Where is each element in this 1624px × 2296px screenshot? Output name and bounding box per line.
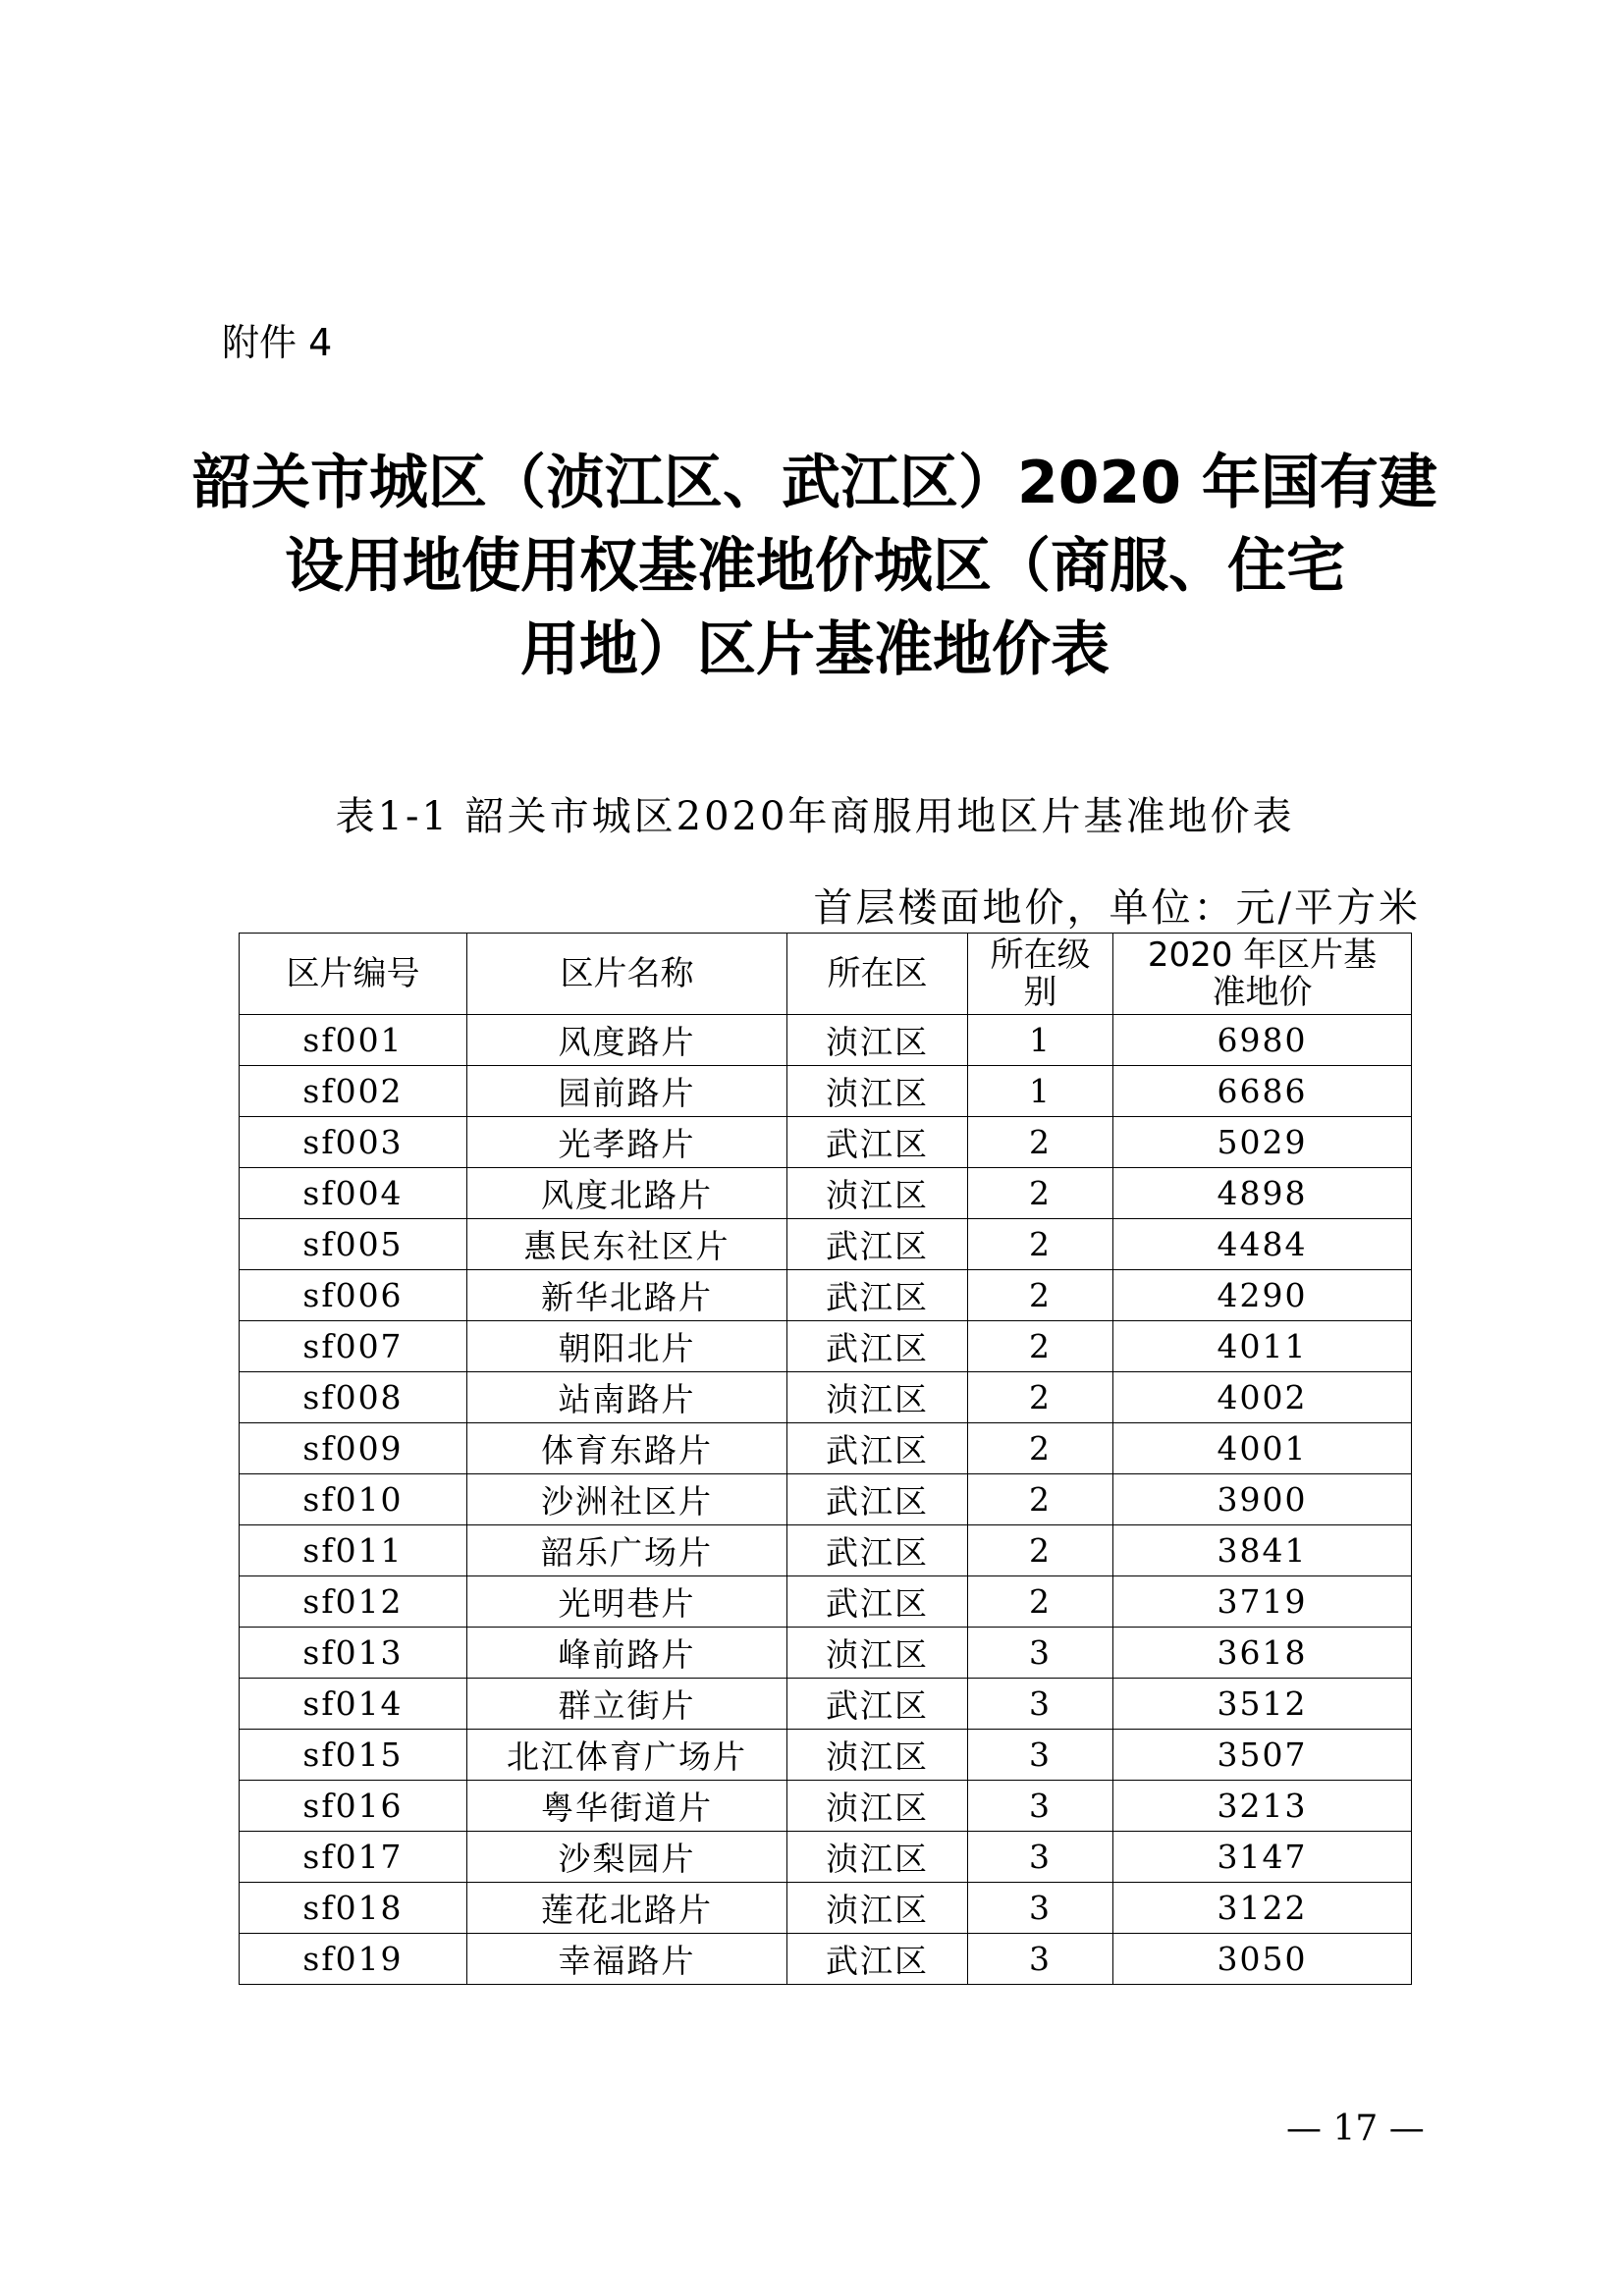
table-row	[240, 1066, 1412, 1117]
cell-code: sf015	[240, 1730, 467, 1781]
table-row	[240, 1321, 1412, 1372]
cell-level: 2	[968, 1321, 1113, 1372]
cell-price: 3507	[1113, 1730, 1412, 1781]
table-row	[240, 1270, 1412, 1321]
cell-level: 3	[968, 1781, 1113, 1832]
cell-level: 2	[968, 1525, 1113, 1576]
cell-name: 光孝路片	[467, 1117, 787, 1168]
cell-code: sf012	[240, 1576, 467, 1628]
table-row	[240, 1372, 1412, 1423]
document-title	[157, 442, 1473, 692]
header-name: 区片名称	[467, 934, 787, 1015]
table-row	[240, 1423, 1412, 1474]
cell-district: 浈江区	[787, 1730, 968, 1781]
table-row	[240, 1883, 1412, 1934]
cell-district: 武江区	[787, 1270, 968, 1321]
cell-district: 浈江区	[787, 1372, 968, 1423]
table-caption: 表1-1 韶关市城区2020年商服用地区片基准地价表	[335, 794, 1295, 839]
cell-name: 惠民东社区片	[467, 1219, 787, 1270]
table-header-row	[240, 934, 1412, 1015]
cell-district: 浈江区	[787, 1066, 968, 1117]
cell-name: 群立街片	[467, 1679, 787, 1730]
title-line: 用地）区片基准地价表	[520, 615, 1110, 684]
cell-district: 武江区	[787, 1934, 968, 1985]
cell-level: 3	[968, 1883, 1113, 1934]
header-price	[1113, 934, 1412, 1015]
cell-code: sf008	[240, 1372, 467, 1423]
cell-code: sf003	[240, 1117, 467, 1168]
cell-code: sf001	[240, 1015, 467, 1066]
cell-district: 武江区	[787, 1525, 968, 1576]
cell-price: 3122	[1113, 1883, 1412, 1934]
cell-level: 3	[968, 1832, 1113, 1883]
table-row	[240, 1576, 1412, 1628]
cell-code: sf013	[240, 1628, 467, 1679]
cell-level: 2	[968, 1270, 1113, 1321]
cell-price: 6980	[1113, 1015, 1412, 1066]
cell-name: 光明巷片	[467, 1576, 787, 1628]
cell-level: 2	[968, 1423, 1113, 1474]
cell-level: 3	[968, 1730, 1113, 1781]
cell-price: 4011	[1113, 1321, 1412, 1372]
header-code: 区片编号	[240, 934, 467, 1015]
table-row	[240, 1628, 1412, 1679]
cell-district: 浈江区	[787, 1781, 968, 1832]
cell-level: 2	[968, 1219, 1113, 1270]
cell-district: 武江区	[787, 1219, 968, 1270]
table-row	[240, 1015, 1412, 1066]
cell-level: 1	[968, 1066, 1113, 1117]
cell-code: sf009	[240, 1423, 467, 1474]
header-price-line2: 准地价	[1212, 973, 1313, 1012]
attachment-label: 附件 4	[222, 321, 333, 364]
cell-name: 幸福路片	[467, 1934, 787, 1985]
cell-district: 武江区	[787, 1474, 968, 1525]
cell-district: 浈江区	[787, 1015, 968, 1066]
cell-district: 浈江区	[787, 1832, 968, 1883]
cell-district: 武江区	[787, 1576, 968, 1628]
cell-price: 4898	[1113, 1168, 1412, 1219]
cell-code: sf005	[240, 1219, 467, 1270]
cell-code: sf011	[240, 1525, 467, 1576]
cell-price: 3147	[1113, 1832, 1412, 1883]
header-level	[968, 934, 1113, 1015]
cell-code: sf019	[240, 1934, 467, 1985]
cell-price: 6686	[1113, 1066, 1412, 1117]
cell-name: 朝阳北片	[467, 1321, 787, 1372]
title-line: 韶关市城区（浈江区、武江区）2020 年国有建	[192, 449, 1437, 517]
cell-district: 武江区	[787, 1679, 968, 1730]
cell-level: 3	[968, 1679, 1113, 1730]
cell-name: 风度北路片	[467, 1168, 787, 1219]
cell-code: sf010	[240, 1474, 467, 1525]
cell-level: 2	[968, 1168, 1113, 1219]
cell-name: 韶乐广场片	[467, 1525, 787, 1576]
cell-code: sf018	[240, 1883, 467, 1934]
cell-code: sf014	[240, 1679, 467, 1730]
cell-code: sf016	[240, 1781, 467, 1832]
cell-district: 浈江区	[787, 1628, 968, 1679]
header-level-line2: 别	[1023, 973, 1057, 1012]
table-row	[240, 1679, 1412, 1730]
cell-code: sf002	[240, 1066, 467, 1117]
cell-price: 4002	[1113, 1372, 1412, 1423]
cell-name: 沙梨园片	[467, 1832, 787, 1883]
cell-price: 4290	[1113, 1270, 1412, 1321]
land-price-table	[239, 933, 1412, 1985]
header-level-line1: 所在级	[990, 935, 1091, 975]
table-row	[240, 1474, 1412, 1525]
cell-price: 3512	[1113, 1679, 1412, 1730]
cell-price: 3719	[1113, 1576, 1412, 1628]
table-row	[240, 1117, 1412, 1168]
table-row	[240, 1730, 1412, 1781]
cell-level: 2	[968, 1576, 1113, 1628]
cell-price: 3618	[1113, 1628, 1412, 1679]
header-price-line1: 2020 年区片基	[1147, 935, 1378, 975]
cell-level: 2	[968, 1474, 1113, 1525]
cell-code: sf006	[240, 1270, 467, 1321]
cell-name: 体育东路片	[467, 1423, 787, 1474]
page-number: — 17 —	[1286, 2109, 1425, 2149]
cell-district: 武江区	[787, 1117, 968, 1168]
header-district: 所在区	[787, 934, 968, 1015]
cell-name: 粤华街道片	[467, 1781, 787, 1832]
unit-note: 首层楼面地价，单位：元/平方米	[813, 885, 1421, 931]
cell-code: sf017	[240, 1832, 467, 1883]
cell-district: 浈江区	[787, 1168, 968, 1219]
cell-district: 浈江区	[787, 1883, 968, 1934]
table-row	[240, 1781, 1412, 1832]
cell-level: 1	[968, 1015, 1113, 1066]
cell-level: 3	[968, 1934, 1113, 1985]
cell-district: 武江区	[787, 1321, 968, 1372]
cell-price: 4001	[1113, 1423, 1412, 1474]
cell-name: 园前路片	[467, 1066, 787, 1117]
cell-district: 武江区	[787, 1423, 968, 1474]
cell-price: 3841	[1113, 1525, 1412, 1576]
table-row	[240, 1934, 1412, 1985]
table-row	[240, 1832, 1412, 1883]
cell-name: 莲花北路片	[467, 1883, 787, 1934]
cell-name: 风度路片	[467, 1015, 787, 1066]
cell-price: 3213	[1113, 1781, 1412, 1832]
table-row	[240, 1525, 1412, 1576]
cell-level: 3	[968, 1628, 1113, 1679]
cell-price: 5029	[1113, 1117, 1412, 1168]
cell-price: 4484	[1113, 1219, 1412, 1270]
cell-code: sf007	[240, 1321, 467, 1372]
cell-price: 3900	[1113, 1474, 1412, 1525]
table-body	[240, 1015, 1412, 1985]
cell-level: 2	[968, 1372, 1113, 1423]
table-row	[240, 1219, 1412, 1270]
cell-price: 3050	[1113, 1934, 1412, 1985]
cell-level: 2	[968, 1117, 1113, 1168]
cell-code: sf004	[240, 1168, 467, 1219]
cell-name: 新华北路片	[467, 1270, 787, 1321]
cell-name: 峰前路片	[467, 1628, 787, 1679]
cell-name: 站南路片	[467, 1372, 787, 1423]
cell-name: 沙洲社区片	[467, 1474, 787, 1525]
cell-name: 北江体育广场片	[467, 1730, 787, 1781]
table-row	[240, 1168, 1412, 1219]
title-line: 设用地使用权基准地价城区（商服、住宅	[285, 532, 1345, 601]
